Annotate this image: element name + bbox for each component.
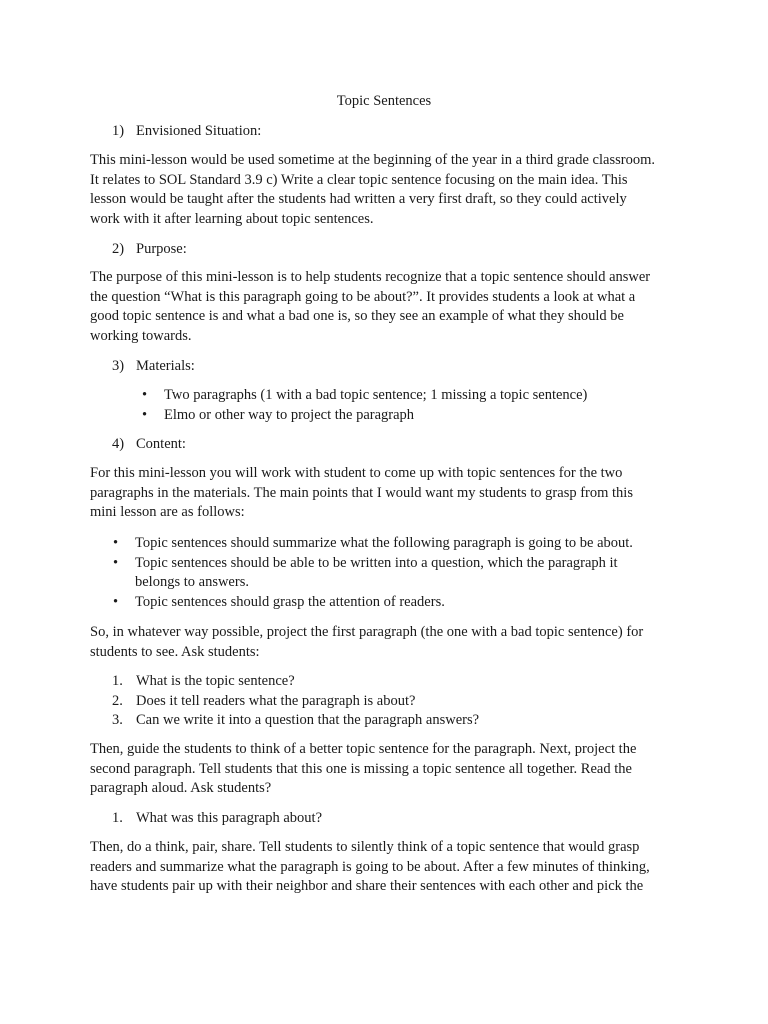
- question-list-second: [112, 809, 322, 829]
- list-item-text: Topic sentences should be able to be written into a question, which the paragraph it: [135, 554, 618, 571]
- paragraph-purpose: [90, 268, 690, 346]
- text-line: Then, guide the students to think of a better topic sentence for the paragraph. Next, project the: [90, 741, 637, 757]
- text-line: For this mini-lesson you will work with student to come up with topic sentences for the two: [90, 465, 623, 481]
- list-item: [112, 672, 479, 692]
- list-number: 2.: [112, 692, 123, 709]
- text-line: The purpose of this mini-lesson is to help students recognize that a topic sentence should answer: [90, 269, 651, 285]
- list-item: [113, 554, 633, 593]
- bullet-icon: •: [142, 387, 148, 403]
- text-line: have students pair up with their neighbor and share their sentences with each other and pick the: [90, 878, 644, 895]
- text-line: So, in whatever way possible, project the first paragraph (the one with a bad topic sentence) for: [90, 624, 644, 640]
- section-heading-text: Envisioned Situation:: [136, 123, 262, 139]
- section-heading-purpose: [112, 240, 187, 259]
- text-line: second paragraph. Tell students that this one is missing a topic sentence all together. Read the: [90, 760, 632, 777]
- section-number: 4): [112, 436, 125, 452]
- list-item-text: Topic sentences should grasp the attention of readers.: [135, 593, 445, 610]
- text-line: good topic sentence is and what a bad one is, so they see an example of what they should be: [90, 308, 624, 325]
- list-number: 1.: [112, 810, 123, 826]
- list-item-text: Elmo or other way to project the paragraph: [164, 406, 415, 423]
- list-item-text: What was this paragraph about?: [136, 810, 323, 826]
- list-number: 3.: [112, 712, 123, 729]
- bullet-icon: •: [113, 593, 119, 610]
- list-item: [142, 386, 588, 406]
- page-title: Topic Sentences: [336, 93, 432, 109]
- section-heading-text: Materials:: [136, 358, 195, 374]
- list-item-text: Two paragraphs (1 with a bad topic sentence; 1 missing a topic sentence): [164, 387, 588, 403]
- section-heading-text: Purpose:: [136, 241, 187, 257]
- text-line: paragraphs in the materials. The main points that I would want my students to grasp from this: [90, 484, 633, 501]
- paragraph-content-intro: [90, 464, 690, 523]
- text-line: paragraph aloud. Ask students?: [90, 780, 272, 797]
- section-heading-text: Content:: [136, 436, 186, 452]
- paragraph-project-second: [90, 740, 690, 799]
- list-item-text: What is the topic sentence?: [136, 673, 295, 689]
- text-line: mini lesson are as follows:: [90, 504, 245, 521]
- list-item: [113, 534, 633, 554]
- question-list-first: [112, 672, 479, 731]
- list-item-text-continued: belongs to answers.: [135, 574, 249, 591]
- text-line: This mini-lesson would be used sometime at the beginning of the year in a third grade classroom.: [90, 152, 655, 168]
- list-item: [113, 593, 633, 613]
- text-line: work with it after learning about topic sentences.: [90, 210, 374, 227]
- paragraph-envisioned-situation: [90, 151, 690, 229]
- section-number: 2): [112, 241, 125, 257]
- text-line: the question “What is this paragraph going to be about?”. It provides students a look at what a: [90, 288, 636, 305]
- section-heading-materials: [112, 357, 195, 376]
- section-number: 1): [112, 123, 125, 139]
- list-item-text: Does it tell readers what the paragraph is about?: [136, 692, 416, 709]
- bullet-icon: •: [142, 406, 148, 423]
- content-points-list: [113, 534, 633, 612]
- list-item: [112, 692, 479, 712]
- list-item-text: Can we write it into a question that the paragraph answers?: [136, 712, 480, 729]
- paragraph-project-first: [90, 623, 690, 662]
- section-heading-content: [112, 435, 186, 454]
- text-line: It relates to SOL Standard 3.9 c) Write a clear topic sentence focusing on the main idea. This: [90, 171, 628, 188]
- text-line: students to see. Ask students:: [90, 643, 260, 660]
- list-item: [112, 809, 322, 829]
- text-line: Then, do a think, pair, share. Tell students to silently think of a topic sentence that would grasp: [90, 839, 640, 855]
- bullet-icon: •: [113, 554, 119, 571]
- list-item: [112, 711, 479, 731]
- section-number: 3): [112, 358, 125, 374]
- text-line: working towards.: [90, 327, 192, 344]
- text-line: readers and summarize what the paragraph is going to be about. After a few minutes of thinking,: [90, 858, 650, 875]
- section-heading-envisioned-situation: [112, 122, 261, 141]
- paragraph-think-pair-share: [90, 838, 690, 897]
- list-item: [142, 406, 587, 426]
- list-item-text: Topic sentences should summarize what the following paragraph is going to be about.: [135, 535, 633, 551]
- bullet-icon: •: [113, 535, 119, 551]
- text-line: lesson would be taught after the students had written a very first draft, so they could actively: [90, 191, 627, 208]
- materials-list: [142, 386, 588, 425]
- list-number: 1.: [112, 673, 123, 689]
